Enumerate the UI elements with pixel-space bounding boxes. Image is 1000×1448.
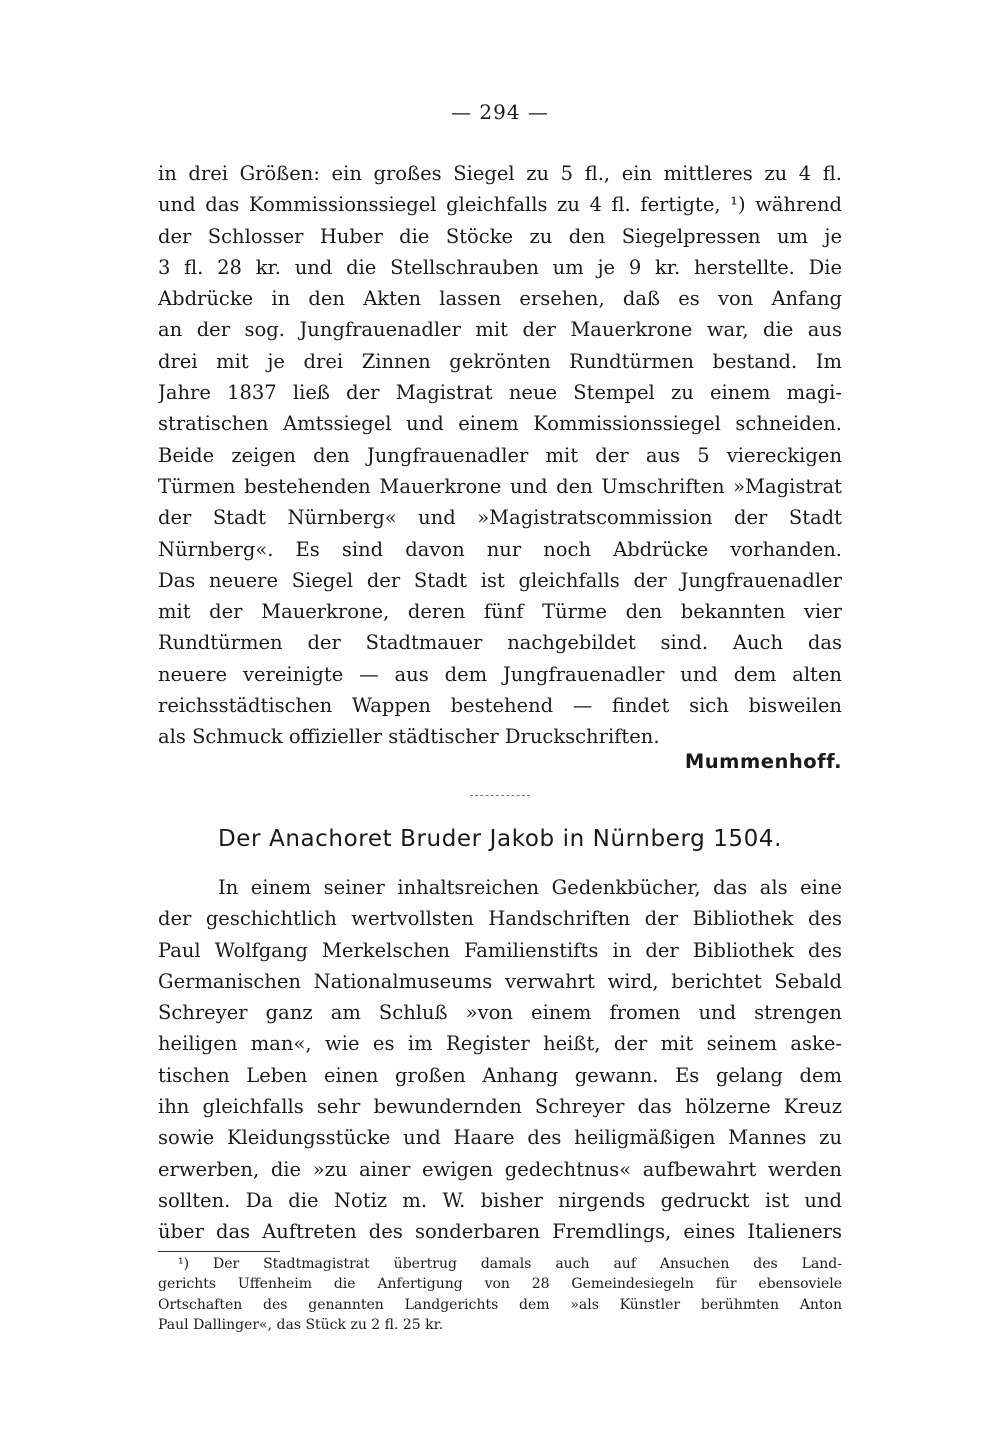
- section-divider: [470, 795, 530, 798]
- text-line: Paul Wolfgang Merkelschen Familienstifts in der Bibliothek des: [158, 938, 842, 962]
- text-line: ihn gleichfalls sehr bewundernden Schreyer das hölzerne Kreuz: [158, 1095, 842, 1119]
- text-line: Abdrücke in den Akten lassen ersehen, daß es von Anfang: [158, 287, 842, 311]
- text-line: erwerben, die »zu ainer ewigen gedechtnus« aufbewahrt werden: [158, 1157, 842, 1181]
- text-line: über das Auftreten des sonderbaren Fremdlings, eines Italieners: [158, 1220, 842, 1244]
- text-line: sollten. Da die Notiz m. W. bisher nirgends gedruckt ist und: [158, 1188, 842, 1212]
- text-line: tischen Leben einen großen Anhang gewann. Es gelang dem: [158, 1063, 842, 1087]
- text-line: Nürnberg«. Es sind davon nur noch Abdrücke vorhanden.: [158, 537, 842, 561]
- previous-article-text: [158, 158, 842, 753]
- text-line: in drei Größen: ein großes Siegel zu 5 fl., ein mittleres zu 4 fl.: [158, 162, 842, 185]
- text-line: Germanischen Nationalmuseums verwahrt wird, berichtet Sebald: [158, 969, 842, 993]
- footnote-line: Paul Dallinger«, das Stück zu 2 fl. 25 kr.: [158, 1316, 444, 1333]
- text-line: drei mit je drei Zinnen gekrönten Rundtürmen bestand. Im: [158, 349, 842, 373]
- text-line: neuere vereinigte — aus dem Jungfrauenadler und dem alten: [158, 662, 842, 686]
- text-line: Das neuere Siegel der Stadt ist gleichfalls der Jungfrauenadler: [158, 568, 842, 592]
- footnote-line: Ortschaften des genannten Landgerichts dem »als Künstler berühmten Anton: [158, 1296, 842, 1313]
- text-line: Türmen bestehenden Mauerkrone und den Umschriften »Magistrat: [158, 474, 842, 498]
- article-text: [158, 872, 842, 1248]
- text-line: an der sog. Jungfrauenadler mit der Mauerkrone war, die aus: [158, 318, 842, 342]
- footnote-line: ¹) Der Stadtmagistrat übertrug damals auch auf Ansuchen des Land-: [178, 1256, 842, 1272]
- text-line: stratischen Amtssiegel und einem Kommissionssiegel schneiden.: [158, 412, 842, 436]
- footnotes: [158, 1254, 842, 1335]
- text-line: heiligen man«, wie es im Register heißt, der mit seinem aske-: [158, 1032, 842, 1056]
- text-line: Beide zeigen den Jungfrauenadler mit der aus 5 viereckigen: [158, 443, 842, 467]
- text-line: Rundtürmen der Stadtmauer nachgebildet sind. Auch das: [158, 631, 842, 655]
- text-line: als Schmuck offizieller städtischer Druckschriften.: [158, 725, 660, 749]
- text-line: der Schlosser Huber die Stöcke zu den Siegelpressen um je: [158, 224, 842, 248]
- text-line: sowie Kleidungsstücke und Haare des heiligmäßigen Mannes zu: [158, 1126, 842, 1150]
- article-title: Der Anachoret Bruder Jakob in Nürnberg 1504.: [217, 826, 783, 852]
- text-line: Schreyer ganz am Schluß »von einem fromen und strengen: [158, 1001, 842, 1025]
- text-line: mit der Mauerkrone, deren fünf Türme den bekannten vier: [158, 600, 842, 624]
- footnote-line: gerichts Uffenheim die Anfertigung von 28 Gemeindesiegeln für ebensoviele: [158, 1276, 842, 1293]
- text-line: In einem seiner inhaltsreichen Gedenkbücher, das als eine: [218, 876, 842, 899]
- page-number: — 294 —: [451, 100, 549, 124]
- text-line: und das Kommissionssiegel gleichfalls zu 4 fl. fertigte, ¹) während: [158, 193, 842, 217]
- text-line: der geschichtlich wertvollsten Handschriften der Bibliothek des: [158, 907, 842, 931]
- text-line: 3 fl. 28 kr. und die Stellschrauben um je 9 kr. herstellte. Die: [158, 255, 842, 279]
- text-line: reichsstädtischen Wappen bestehend — findet sich bisweilen: [158, 694, 842, 718]
- footnote-rule: [158, 1251, 280, 1252]
- author-signature: Mummenhoff.: [684, 750, 842, 773]
- text-line: Jahre 1837 ließ der Magistrat neue Stempel zu einem magi-: [158, 381, 842, 405]
- text-line: der Stadt Nürnberg« und »Magistratscommission der Stadt: [158, 506, 842, 530]
